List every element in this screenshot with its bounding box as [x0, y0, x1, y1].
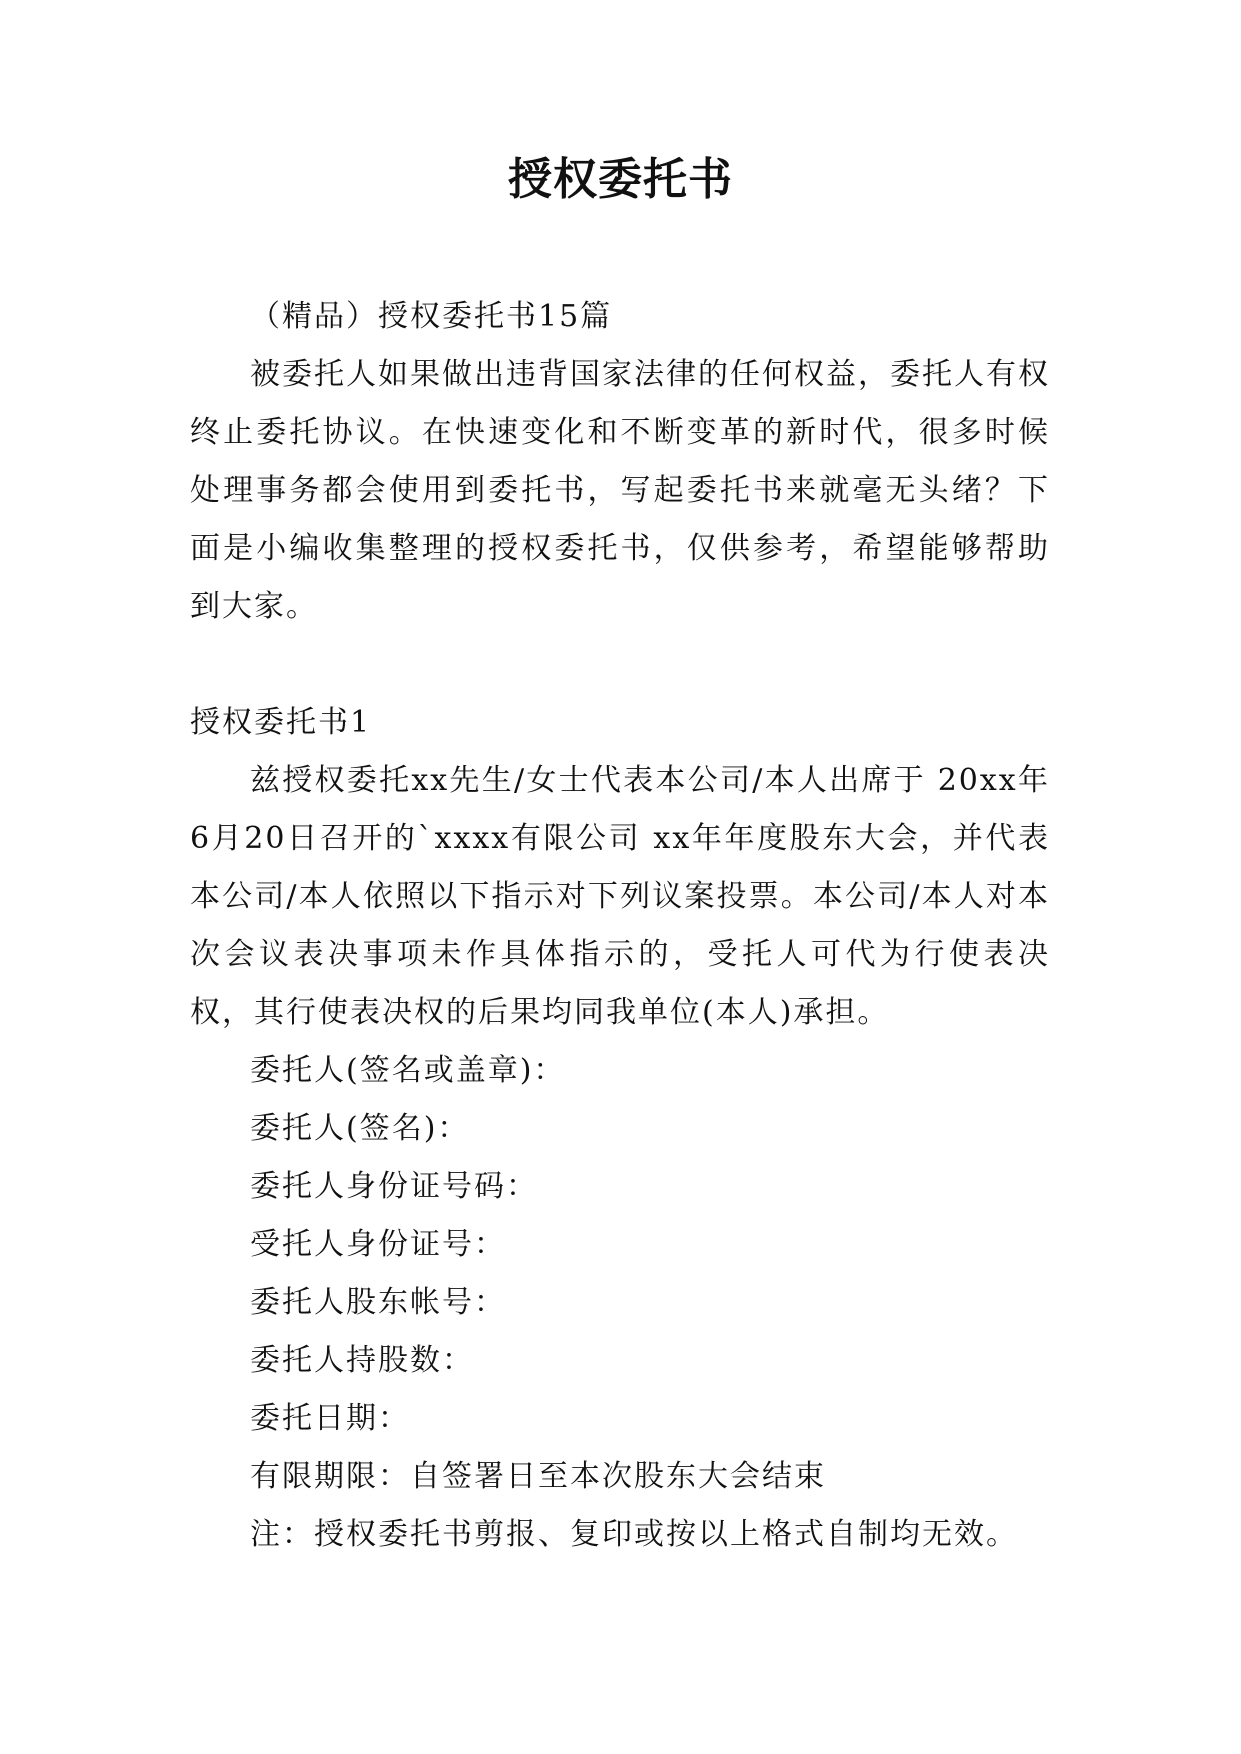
field-line: 委托人股东帐号： [250, 1285, 506, 1320]
field-line: 委托日期： [250, 1401, 410, 1436]
field-line: 受托人身份证号： [250, 1227, 506, 1262]
field-line: 委托人持股数： [250, 1343, 474, 1378]
field-line: 委托人(签名或盖章)： [250, 1053, 566, 1088]
document-body [190, 288, 1050, 1564]
section-heading: 授权委托书1 [190, 705, 372, 740]
paragraph-spacer [190, 636, 1050, 694]
intro-paragraph: 被委托人如果做出违背国家法律的任何权益，委托人有权终止委托协议。在快速变化和不断变革的新时代，很多时候处理事务都会使用到委托书，写起委托书来就毫无头绪？下面是小编收集整理的授权委托书，仅供参考，希望能够帮助到大家。 [190, 357, 1050, 624]
document-subtitle: （精品）授权委托书15篇 [250, 299, 613, 334]
section-body-paragraph: 兹授权委托xx先生/女士代表本公司/本人出席于 20xx年 6月20日召开的`xxxx有限公司 xx年年度股东大会，并代表本公司/本人依照以下指示对下列议案投票。本公司/本人对本次会议表决事项未作具体指示的，受托人可代为行使表决权，其行使表决权的后果均同我单位(本人)承担。 [190, 763, 1050, 1030]
field-line: 委托人(签名)： [250, 1111, 470, 1146]
field-line: 有限期限：自签署日至本次股东大会结束 [250, 1459, 826, 1494]
document-title: 授权委托书 [508, 154, 733, 205]
field-line: 注：授权委托书剪报、复印或按以上格式自制均无效。 [250, 1517, 1018, 1552]
field-line: 委托人身份证号码： [250, 1169, 538, 1204]
